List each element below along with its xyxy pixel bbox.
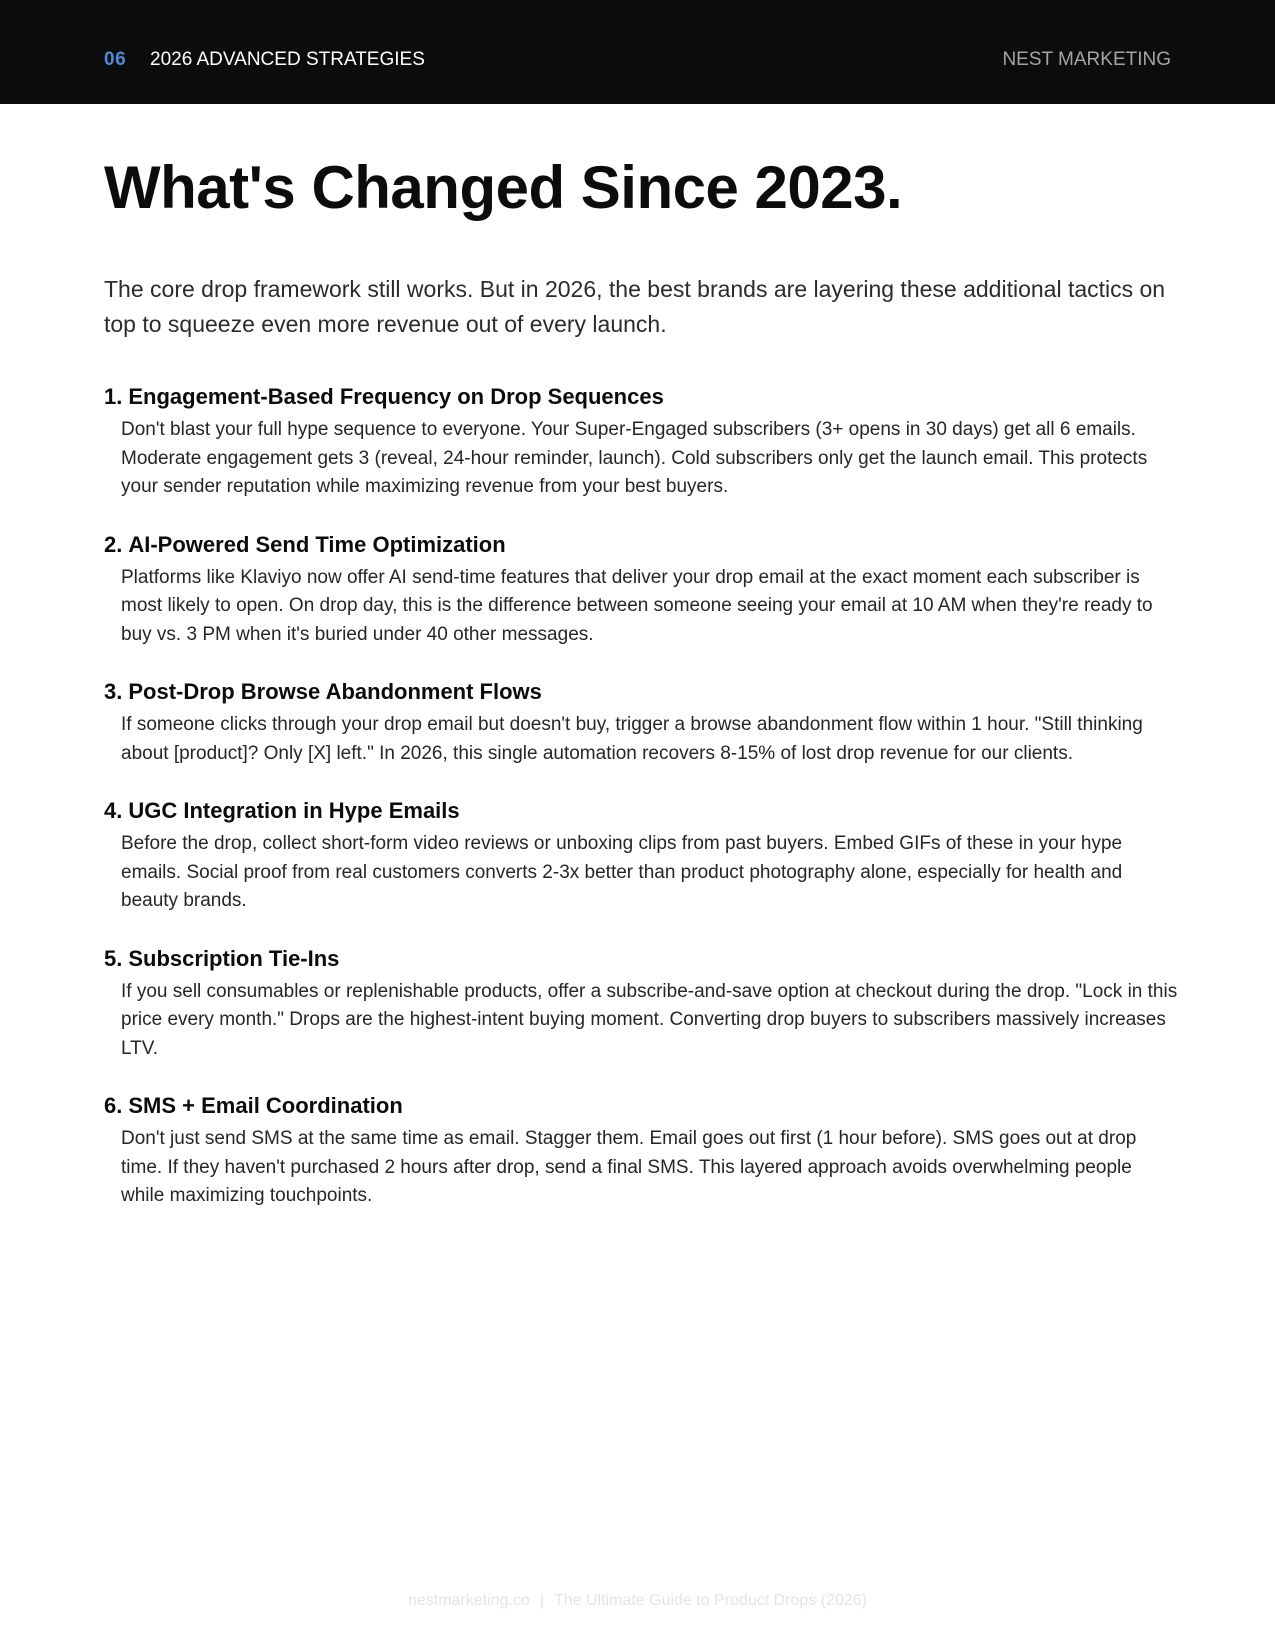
tactic-item	[104, 382, 1179, 502]
tactic-title: Post-Drop Browse Abandonment Flows	[128, 679, 542, 704]
tactic-body: If you sell consumables or replenishable products, offer a subscribe-and-save option at checkout during the drop. "Lock in this price every month." Drops are the highest-intent buying moment. Converting drop buyers to subscribers massively increases LTV.	[121, 980, 1178, 1059]
tactic-title: SMS + Email Coordination	[128, 1093, 403, 1118]
tactic-number: 2.	[104, 531, 123, 557]
page-title: What's Changed Since 2023.	[104, 154, 903, 221]
tactic-number: 6.	[104, 1093, 123, 1118]
tactic-heading	[104, 677, 1179, 707]
page-number: 06	[104, 49, 127, 70]
tactic-heading	[104, 944, 1179, 974]
brand-name: NEST MARKETING	[1002, 49, 1171, 70]
tactic-number: 5.	[104, 945, 123, 971]
tactic-item	[104, 796, 1179, 916]
tactic-title: AI-Powered Send Time Optimization	[128, 531, 506, 557]
tactic-title: Subscription Tie-Ins	[128, 945, 340, 971]
tactic-item	[104, 530, 1179, 650]
section-title: 2026 ADVANCED STRATEGIES	[150, 49, 425, 70]
tactic-body: Don't blast your full hype sequence to everyone. Your Super-Engaged subscribers (3+ opens in 30 days) get all 6 emails. Moderate engagement gets 3 (reveal, 24-hour reminder, launch). Cold subscribers only get the launch email. This protects your sender reputation while maximizing revenue from your best buyers.	[121, 419, 1148, 497]
tactic-item	[104, 1091, 1179, 1211]
tactic-body: Don't just send SMS at the same time as email. Stagger them. Email goes out first (1 hour before). SMS goes out at drop time. If they haven't purchased 2 hours after drop, send a final SMS. This layered approach avoids overwhelming people while maximizing touchpoints.	[121, 1128, 1137, 1206]
tactic-title: Engagement-Based Frequency on Drop Sequences	[128, 384, 664, 409]
tactic-item	[104, 677, 1179, 768]
tactic-heading	[104, 382, 1179, 412]
tactic-title: UGC Integration in Hype Emails	[128, 798, 460, 823]
footer-site: nestmarketing.co	[407, 1592, 530, 1609]
intro-paragraph: The core drop framework still works. But in 2026, the best brands are layering these additional tactics on top to squeeze even more revenue out of every launch.	[104, 276, 1166, 337]
page-header	[0, 0, 1275, 104]
tactic-heading	[104, 796, 1179, 826]
tactic-number: 3.	[104, 679, 123, 704]
tactic-body: Before the drop, collect short-form video reviews or unboxing clips from past buyers. Embed GIFs of these in your hype emails. Social proof from real customers converts 2-3x better than product photography alone, especially for health and beauty brands.	[121, 833, 1123, 911]
page-footer	[0, 1592, 1275, 1610]
tactic-heading	[104, 1091, 1179, 1121]
footer-guide-title: The Ultimate Guide to Product Drops (2026)	[553, 1592, 868, 1609]
tactic-number: 4.	[104, 798, 123, 823]
tactic-body: Platforms like Klaviyo now offer AI send-time features that deliver your drop email at the exact moment each subscriber is most likely to open. On drop day, this is the difference between someone seeing your email at 10 AM when they're ready to buy vs. 3 PM when it's buried under 40 other messages.	[121, 566, 1153, 645]
tactic-body: If someone clicks through your drop email but doesn't buy, trigger a browse abandonment flow within 1 hour. "Still thinking about [product]? Only [X] left." In 2026, this single automation recovers 8-15% of lost drop revenue for our clients.	[121, 714, 1143, 764]
footer-separator: |	[539, 1592, 544, 1609]
tactic-number: 1.	[104, 384, 123, 409]
tactic-heading	[104, 530, 1179, 560]
tactic-item	[104, 944, 1179, 1064]
tactics-list	[104, 382, 1179, 1239]
